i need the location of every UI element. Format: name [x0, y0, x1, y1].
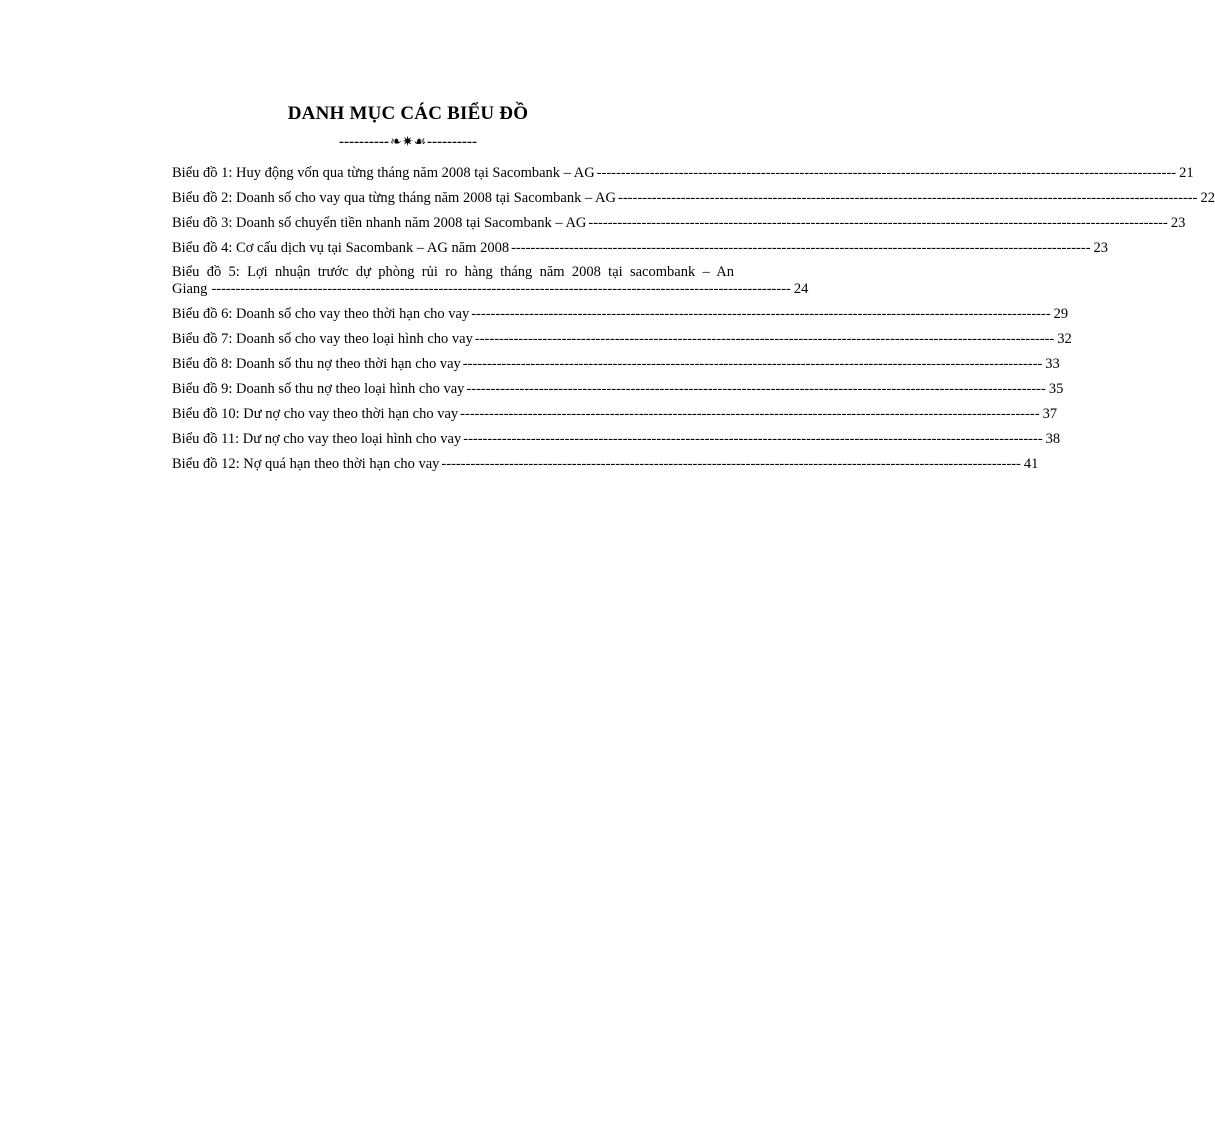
list-item[interactable]: [172, 214, 1186, 232]
entry-page-number: 24: [793, 281, 809, 297]
dot-leader: ------------------------------------------------------------------------------------------------------------------------: [441, 456, 1021, 472]
entry-label: Biểu đồ 9: Doanh số thu nợ theo loại hình cho vay: [172, 381, 465, 397]
entry-label: Biểu đồ 10: Dư nợ cho vay theo thời hạn cho vay: [172, 406, 459, 422]
list-item[interactable]: [172, 430, 1061, 448]
list-item[interactable]: [172, 305, 1069, 323]
entry-line2: [172, 281, 809, 298]
dot-leader: ------------------------------------------------------------------------------------------------------------------------: [588, 215, 1168, 231]
entry-label-line2: Giang: [172, 281, 208, 297]
ornament-right-dashes: ----------: [427, 134, 477, 150]
list-item[interactable]: [172, 164, 1194, 182]
list-item[interactable]: [172, 355, 1060, 373]
list-item[interactable]: [172, 189, 1215, 207]
entry-page-number: 38: [1045, 431, 1061, 447]
dot-leader: ------------------------------------------------------------------------------------------------------------------------: [463, 431, 1043, 447]
entry-label: Biểu đồ 1: Huy động vốn qua từng tháng năm 2008 tại Sacombank – AG: [172, 165, 595, 181]
dot-leader: ------------------------------------------------------------------------------------------------------------------------: [462, 356, 1043, 372]
list-item[interactable]: [172, 380, 1064, 398]
list-item[interactable]: [172, 264, 809, 298]
entry-page-number: 23: [1093, 240, 1109, 256]
entry-page-number: 29: [1053, 306, 1069, 322]
dot-leader: ------------------------------------------------------------------------------------------------------------------------: [596, 165, 1177, 181]
list-item[interactable]: [172, 455, 1039, 473]
entry-page-number: 23: [1170, 215, 1186, 231]
chart-list: [172, 164, 1215, 480]
fleuron-icon: ❧✷☙: [389, 135, 426, 150]
entry-label: Biểu đồ 4: Cơ cấu dịch vụ tại Sacombank – AG năm 2008: [172, 240, 510, 256]
dot-leader: ------------------------------------------------------------------------------------------------------------------------: [211, 281, 791, 297]
dot-leader: ------------------------------------------------------------------------------------------------------------------------: [460, 406, 1040, 422]
entry-label: Biểu đồ 7: Doanh số cho vay theo loại hình cho vay: [172, 331, 473, 347]
dot-leader: ------------------------------------------------------------------------------------------------------------------------: [618, 190, 1198, 206]
entry-page-number: 21: [1179, 165, 1194, 181]
entry-label: Biểu đồ 12: Nợ quá hạn theo thời hạn cho vay: [172, 456, 440, 472]
dot-leader: ------------------------------------------------------------------------------------------------------------------------: [474, 331, 1055, 347]
page-title: DANH MỤC CÁC BIỂU ĐỒ: [287, 103, 529, 124]
entry-label: Biểu đồ 11: Dư nợ cho vay theo loại hình cho vay: [172, 431, 462, 447]
dot-leader: ------------------------------------------------------------------------------------------------------------------------: [471, 306, 1051, 322]
entry-page-number: 37: [1042, 406, 1058, 422]
entry-page-number: 33: [1045, 356, 1060, 372]
entry-page-number: 35: [1048, 381, 1064, 397]
entry-label: Biểu đồ 2: Doanh số cho vay qua từng tháng năm 2008 tại Sacombank – AG: [172, 190, 616, 206]
ornament-left-dashes: ----------: [339, 134, 389, 150]
entry-page-number: 22: [1200, 190, 1215, 206]
title-ornament: [0, 132, 816, 153]
entry-label-line1: Biểu đồ 5: Lợi nhuận trước dự phòng rủi ro hàng tháng năm 2008 tại sacombank – An: [172, 264, 734, 280]
entry-page-number: 32: [1057, 331, 1072, 347]
dot-leader: ------------------------------------------------------------------------------------------------------------------------: [511, 240, 1091, 256]
list-item[interactable]: [172, 405, 1058, 423]
entry-label: Biểu đồ 3: Doanh số chuyển tiền nhanh năm 2008 tại Sacombank – AG: [172, 215, 587, 231]
dot-leader: ------------------------------------------------------------------------------------------------------------------------: [466, 381, 1046, 397]
entry-label: Biểu đồ 8: Doanh số thu nợ theo thời hạn cho vay: [172, 356, 461, 372]
list-item[interactable]: [172, 239, 1109, 257]
list-item[interactable]: [172, 330, 1072, 348]
entry-page-number: 41: [1023, 456, 1039, 472]
entry-label: Biểu đồ 6: Doanh số cho vay theo thời hạn cho vay: [172, 306, 470, 322]
